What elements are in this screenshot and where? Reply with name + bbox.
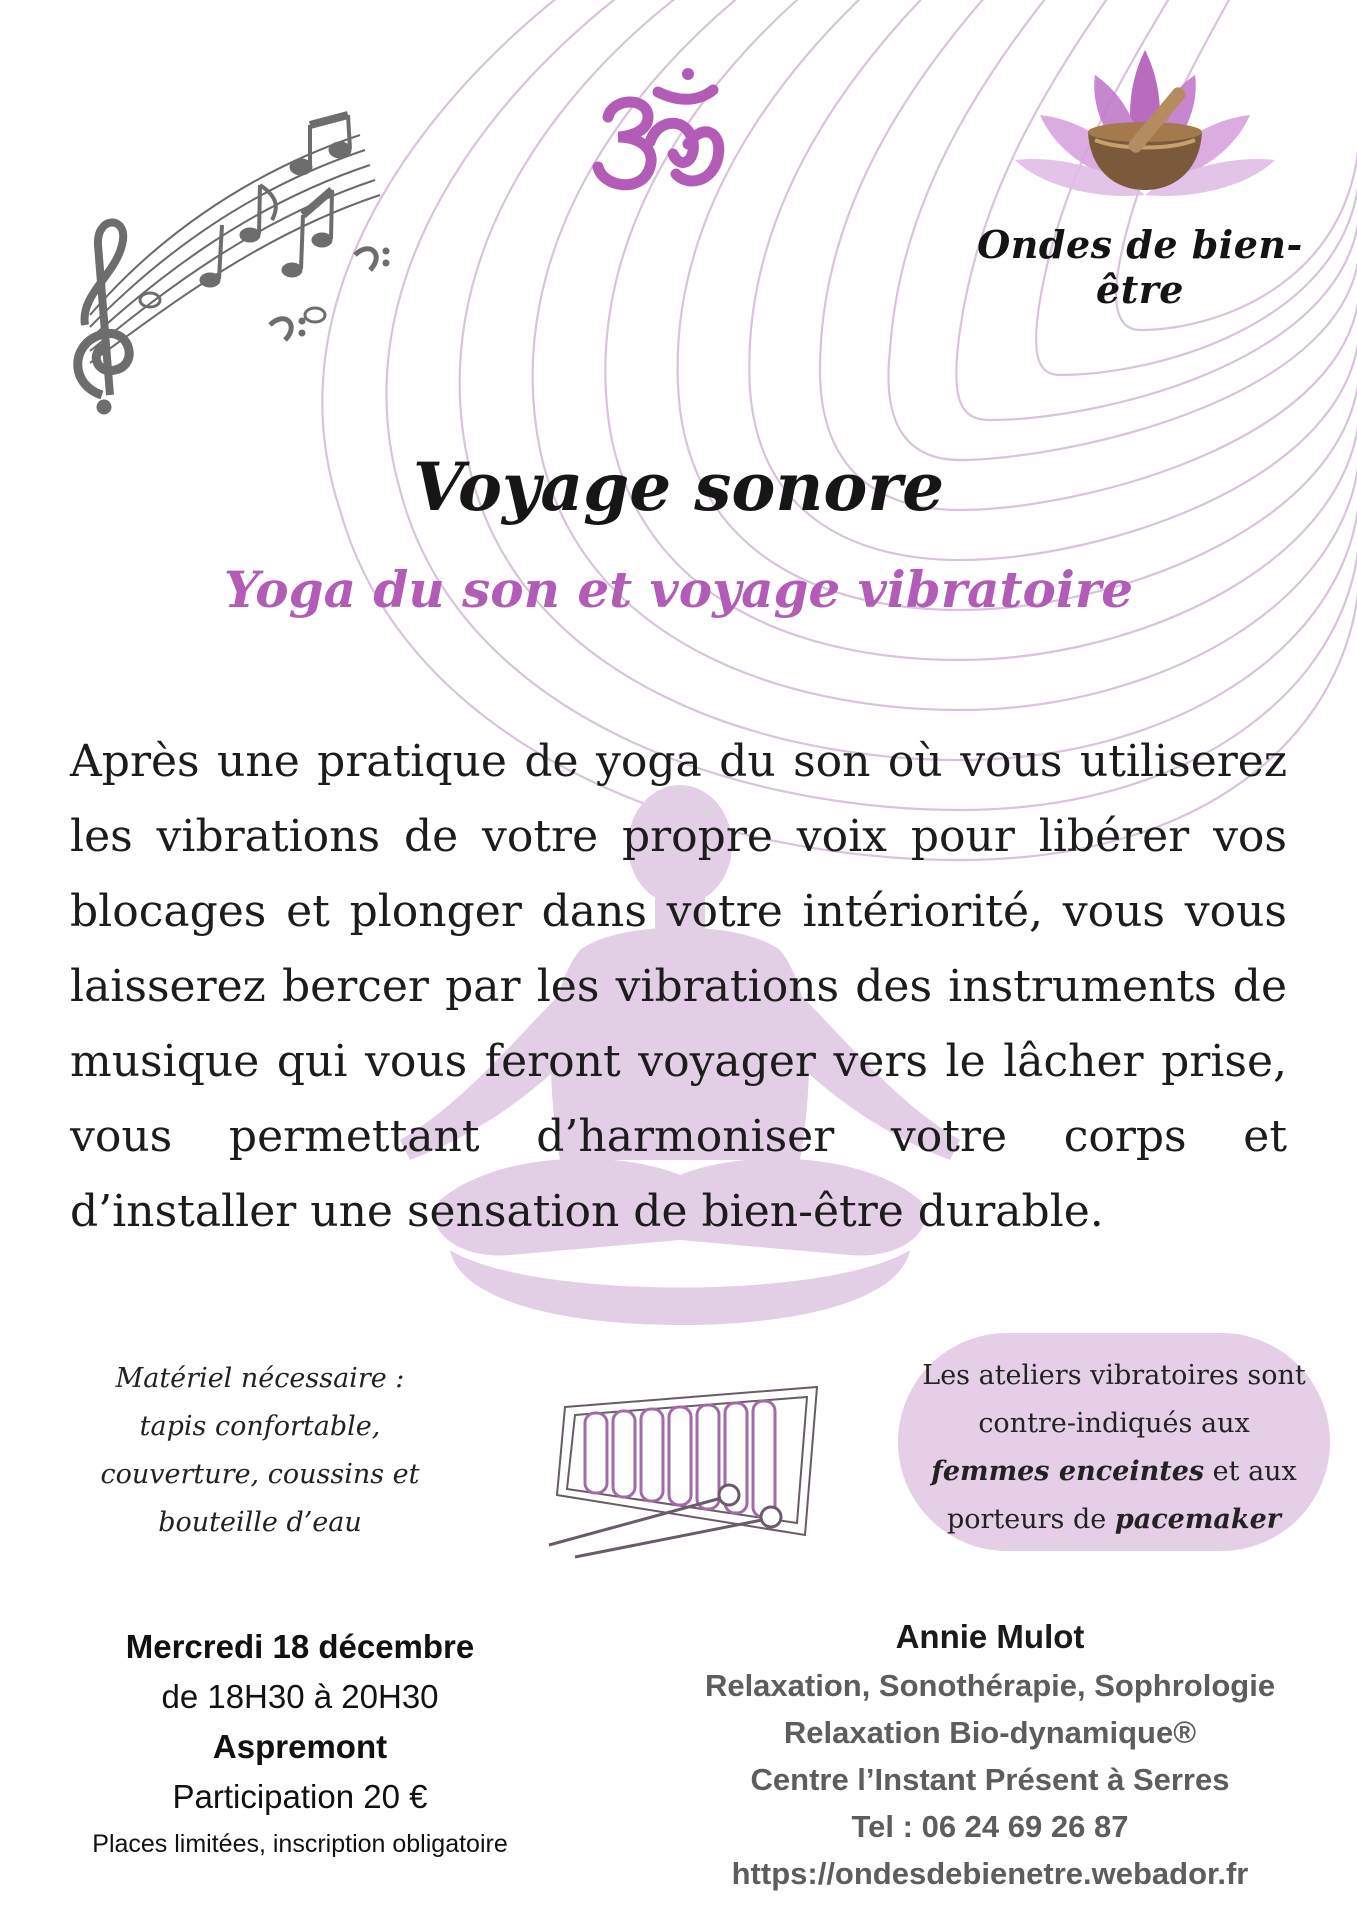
contact-method: Relaxation Bio-dynamique® [783, 1715, 1197, 1750]
warning-emphasis: femmes enceintes [931, 1456, 1205, 1487]
materiel-line: tapis confortable, [139, 1411, 381, 1442]
page-subtitle: Yoga du son et voyage vibratoire [223, 560, 1134, 619]
contact-name: Annie Mulot [895, 1618, 1085, 1655]
materiel-heading: Matériel nécessaire : [115, 1363, 405, 1394]
warning-text [908, 1352, 1320, 1544]
event-price: Participation 20 € [172, 1778, 428, 1815]
page-title: Voyage sonore [412, 448, 945, 526]
event-date: Mercredi 18 décembre [125, 1628, 475, 1665]
contact-website-link[interactable]: https://ondesdebienetre.webador.fr [731, 1856, 1249, 1891]
event-time: de 18H30 à 20H30 [161, 1678, 439, 1715]
om-icon [588, 62, 728, 202]
materiel-line: couverture, coussins et [100, 1459, 420, 1490]
warning-joiner: et aux [1204, 1456, 1297, 1487]
contact-center: Centre l’Instant Présent à Serres [750, 1762, 1230, 1797]
event-note: Places limitées, inscription obligatoire [92, 1830, 508, 1858]
contact-phone[interactable]: Tel : 06 24 69 26 87 [851, 1809, 1129, 1844]
materiel-line: bouteille d’eau [158, 1507, 362, 1538]
warning-emphasis: pacemaker [1114, 1504, 1282, 1535]
warning-line: Les ateliers vibratoires sont [922, 1360, 1306, 1391]
warning-prefix: porteurs de [946, 1504, 1115, 1535]
music-notes-icon [60, 95, 390, 415]
materiel-section [90, 1355, 430, 1547]
event-place: Aspremont [212, 1728, 388, 1765]
description-paragraph: Après une pratique de yoga du son où vous utiliserez les vibrations de votre propre voix pour libérer vos blocages et plonger dans votre intériorité, vous vous laisserez bercer par les vibrations des instruments de musique qui vous feront voyager vers le lâcher prise, vous permettant d’harmoniser votre corps et d’installer une sensation de bien-être durable. [70, 736, 1287, 1237]
brand-name: Ondes de bien-être [977, 222, 1303, 312]
event-details [60, 1622, 540, 1866]
warning-line: contre-indiqués aux [978, 1408, 1250, 1439]
contact-block [660, 1612, 1320, 1897]
xylophone-icon [545, 1385, 835, 1560]
warning-line [908, 1496, 1320, 1544]
warning-line [908, 1448, 1320, 1496]
contact-services: Relaxation, Sonothérapie, Sophrologie [704, 1668, 1276, 1703]
